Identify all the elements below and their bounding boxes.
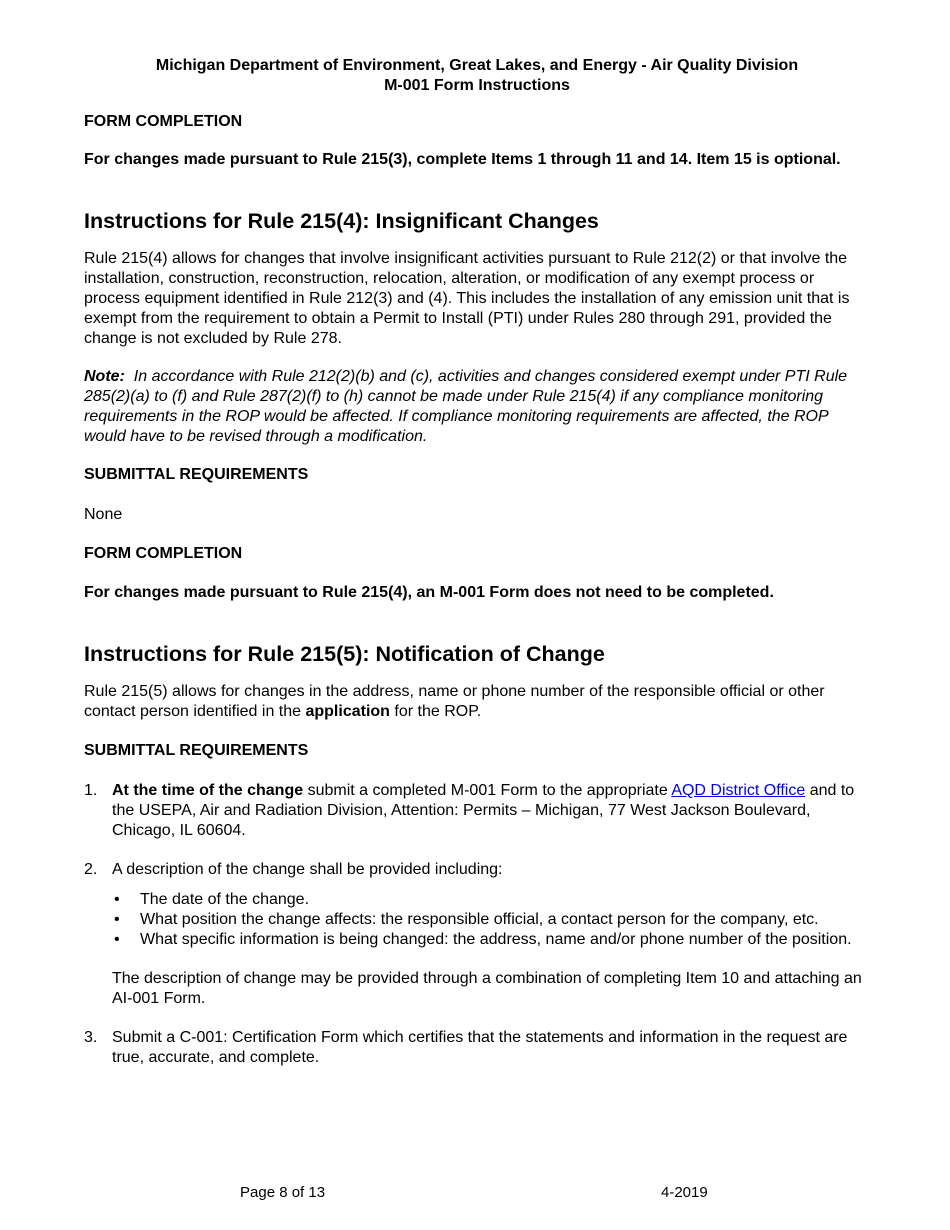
aqd-district-office-link[interactable]: AQD District Office <box>671 782 806 799</box>
bullet-item <box>112 890 870 910</box>
bullet-text: What position the change affects: the responsible official, a contact person for the company, etc. <box>140 911 819 928</box>
list-item <box>84 1028 870 1068</box>
bullet-icon: • <box>114 931 120 948</box>
item-number: 1. <box>84 782 98 799</box>
document-page <box>84 56 870 1068</box>
rule-215-5-heading: Instructions for Rule 215(5): Notification of Change <box>84 642 605 666</box>
form-completion-label: FORM COMPLETION <box>84 545 243 562</box>
item-text: Submit a C-001: Certification Form which certifies that the statements and information in the request are true, accurate, and complete. <box>112 1029 848 1066</box>
item-number: 2. <box>84 861 98 878</box>
header-agency: Michigan Department of Environment, Great Lakes, and Energy - Air Quality Division <box>155 57 799 74</box>
header-form-title: M-001 Form Instructions <box>384 77 570 94</box>
bullet-icon: • <box>114 911 120 928</box>
note-text: In accordance with Rule 212(2)(b) and (c), activities and changes considered exempt under PTI Rule 285(2)(a) to (f) and Rule 287(2)(f) to (h) cannot be made under Rule 215(4) if any compliance monitoring requirements in the ROP would be affected. If compliance monitoring requirements are affected, the ROP would have to be revised through a modification. <box>84 368 848 445</box>
item-bold: At the time of the change <box>112 782 304 799</box>
bullet-text: What specific information is being changed: the address, name and/or phone number of the position. <box>140 931 852 948</box>
item-text: A description of the change shall be provided including: <box>112 861 503 878</box>
list-item <box>84 860 870 1009</box>
bullet-icon: • <box>114 891 120 908</box>
form-completion-text: For changes made pursuant to Rule 215(4), an M-001 Form does not need to be completed. <box>84 584 774 601</box>
change-details-list <box>112 890 870 950</box>
requirements-list <box>84 781 870 1068</box>
rule-215-4-intro: Rule 215(4) allows for changes that involve insignificant activities pursuant to Rule 212(2) or that involve the installation, construction, reconstruction, relocation, alteration, or modification of any exempt process or process equipment identified in Rule 212(3) and (4). This includes the installation of any emission unit that is exempt from the requirement to obtain a Permit to Install (PTI) under Rules 280 through 291, provided the change is not excluded by Rule 278. <box>84 250 850 347</box>
item-text: submit a completed M-001 Form to the appropriate <box>307 782 668 799</box>
item-number: 3. <box>84 1029 98 1046</box>
form-completion-text: For changes made pursuant to Rule 215(3), complete Items 1 through 11 and 14. Item 15 is optional. <box>84 151 841 168</box>
list-item <box>84 781 870 841</box>
item-text-after: The description of change may be provided through a combination of completing Item 10 and attaching an AI-001 Form. <box>112 970 862 1007</box>
form-completion-label: FORM COMPLETION <box>84 113 243 130</box>
item-text-end: and to the USEPA, Air and Radiation Division, Attention: Permits – Michigan, 77 West Jackson Boulevard, Chicago, IL 60604. <box>112 782 855 839</box>
rule-215-4-heading: Instructions for Rule 215(4): Insignificant Changes <box>84 209 599 233</box>
bullet-item <box>112 910 870 930</box>
intro-bold: application <box>305 703 390 720</box>
rule-215-5-intro <box>84 682 870 722</box>
note-label: Note: <box>84 368 125 385</box>
submittal-requirements-label: SUBMITTAL REQUIREMENTS <box>84 742 309 759</box>
intro-text: Rule 215(5) allows for changes in the address, name or phone number of the responsible official or other contact person identified in the <box>84 683 825 720</box>
page-number: Page 8 of 13 <box>240 1184 326 1201</box>
bullet-text: The date of the change. <box>140 891 310 908</box>
rule-215-4-note <box>84 367 870 447</box>
submittal-requirements-label: SUBMITTAL REQUIREMENTS <box>84 466 309 483</box>
submittal-requirements-text: None <box>84 506 123 523</box>
revision-date: 4-2019 <box>661 1184 708 1201</box>
intro-text-end: for the ROP. <box>394 703 482 720</box>
bullet-item <box>112 930 870 950</box>
